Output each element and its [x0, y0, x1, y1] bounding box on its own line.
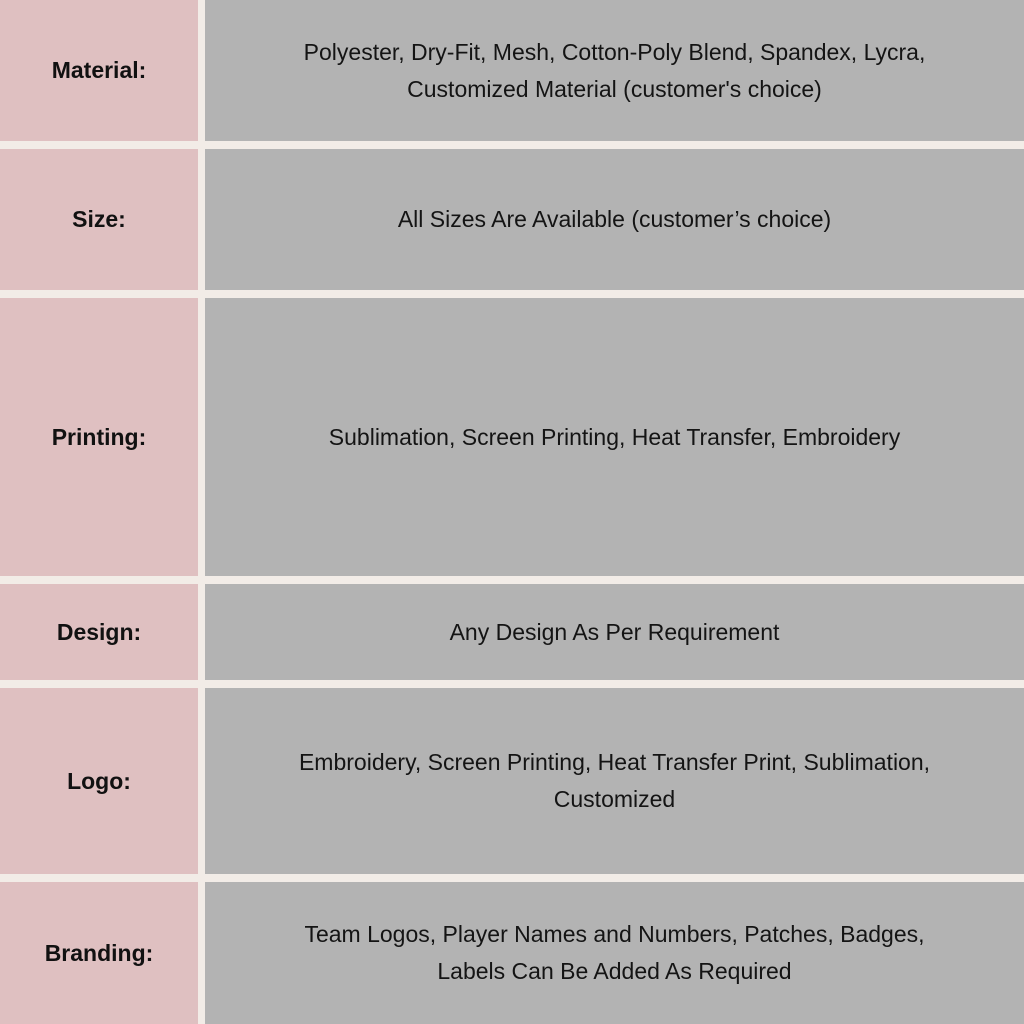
branding-value: [205, 882, 1024, 1024]
material-label: Material:: [0, 0, 198, 141]
material-value-line-1: Polyester, Dry-Fit, Mesh, Cotton-Poly Blend, Spandex, Lycra,: [303, 38, 926, 65]
size-row: [0, 149, 1024, 290]
material-value: [205, 0, 1024, 141]
column-divider: [198, 298, 205, 576]
printing-value-line-1: Sublimation, Screen Printing, Heat Transfer, Embroidery: [328, 423, 901, 450]
branding-value-line-1: Team Logos, Player Names and Numbers, Patches, Badges,: [304, 921, 925, 947]
material-row: [0, 0, 1024, 141]
column-divider: [198, 584, 205, 680]
column-divider: [198, 149, 205, 290]
size-label: Size:: [0, 149, 198, 290]
size-value: [205, 149, 1024, 290]
design-label: Design:: [0, 584, 198, 680]
logo-value: [205, 688, 1024, 874]
branding-value-line-2: Labels Can Be Added As Required: [437, 958, 792, 984]
branding-label: Branding:: [0, 882, 198, 1024]
logo-value-line-2: Customized: [553, 786, 676, 812]
design-value: [205, 584, 1024, 680]
logo-label: Logo:: [0, 688, 198, 874]
size-value-line-1: All Sizes Are Available (customer’s choice): [397, 206, 832, 232]
design-row: [0, 584, 1024, 680]
column-divider: [198, 0, 205, 141]
column-divider: [198, 688, 205, 874]
logo-row: [0, 688, 1024, 874]
printing-value: [205, 298, 1024, 576]
design-value-line-1: Any Design As Per Requirement: [449, 618, 780, 645]
logo-value-line-1: Embroidery, Screen Printing, Heat Transfer Print, Sublimation,: [298, 749, 931, 775]
material-value-line-2: Customized Material (customer's choice): [407, 75, 822, 102]
branding-row: [0, 882, 1024, 1024]
column-divider: [198, 882, 205, 1024]
printing-row: [0, 298, 1024, 576]
printing-label: Printing:: [0, 298, 198, 576]
